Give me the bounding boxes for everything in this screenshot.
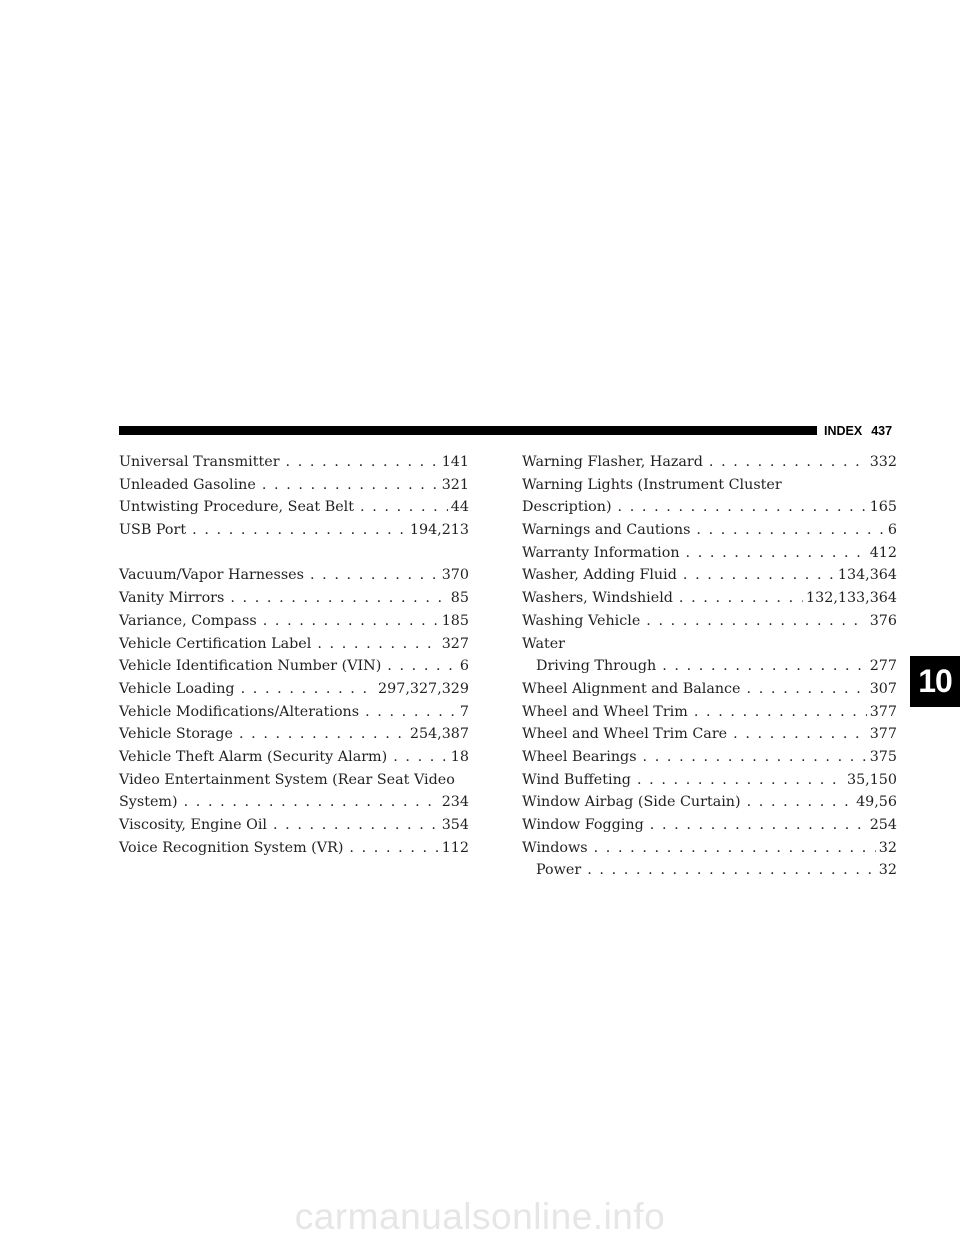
dot-leader [688,701,867,724]
chapter-tab [910,656,960,707]
page-reference: 254,387 [409,726,469,743]
page-reference: 134,364 [837,567,897,584]
index-term: Vehicle Modifications/Alterations [119,703,360,720]
index-term: Window Fogging [522,817,644,833]
page-reference: 321 [441,476,469,493]
index-entry [522,723,897,746]
index-column-left [119,451,469,859]
page-reference: 44 [450,499,469,516]
index-term: Vanity Mirrors [119,590,225,607]
page-reference: 234 [441,794,469,811]
page-reference: 377 [869,726,897,743]
watermark-text: carmanualsonline.info [294,1196,666,1237]
index-term: Unleaded Gasoline [119,476,256,493]
index-term: Vehicle Identification Number (VIN) [119,658,382,675]
dot-leader [612,496,867,519]
index-entry [522,655,897,678]
dot-leader [741,791,853,814]
page-reference: 307 [869,680,897,697]
page-reference: 412 [869,544,897,561]
index-term: USB Port [119,522,187,539]
index-term: Vacuum/Vapor Harnesses [119,567,304,584]
index-entry [119,587,469,610]
page-reference: 277 [869,658,897,675]
dot-leader [640,610,866,633]
index-entry [522,610,897,633]
index-entry [119,610,469,633]
dot-leader [267,814,439,837]
index-entry [119,496,469,519]
dot-leader [588,837,876,860]
section-label: INDEX [824,424,863,438]
header-rule [119,426,817,435]
index-term: Video Entertainment System (Rear Seat Video [119,771,455,788]
page-reference: 132,133,364 [806,590,897,607]
page-reference: 6 [459,658,469,675]
page-reference: 32 [878,839,897,856]
index-term: Wheel Bearings [522,748,637,765]
page-reference: 141 [441,454,469,470]
index-entry [522,496,897,519]
index-term: Window Airbag (Side Curtain) [522,794,741,811]
dot-leader [690,519,884,542]
index-term: Vehicle Storage [119,726,233,743]
page-reference: 49,56 [856,794,897,811]
index-term: Driving Through [536,658,657,675]
index-entry [119,837,469,860]
index-entry [522,746,897,769]
index-term: Voice Recognition System (VR) [119,839,344,856]
page-reference: 165 [869,499,897,516]
index-entry [119,791,469,814]
index-entry [522,837,897,860]
index-term: Warranty Information [522,544,680,561]
dot-leader [387,746,448,769]
dot-leader [727,723,867,746]
entry-gap [119,542,469,565]
dot-leader [703,451,867,474]
dot-leader [680,542,867,565]
index-entry [522,633,897,656]
index-entry [522,542,897,565]
watermark [0,1196,960,1238]
dot-leader [637,746,867,769]
page-reference: 112 [441,839,469,856]
index-entry [119,519,469,542]
page-reference: 6 [887,522,897,539]
index-term: Vehicle Loading [119,680,235,697]
index-term: Windows [522,839,588,856]
index-entry [119,723,469,746]
dot-leader [224,587,447,610]
dot-leader [304,564,439,587]
index-entry [119,633,469,656]
dot-leader [256,474,439,497]
dot-leader [311,633,438,656]
dot-leader [741,678,867,701]
index-term: Warning Flasher, Hazard [522,454,703,470]
index-entry [522,678,897,701]
dot-leader [677,564,835,587]
dot-leader [381,655,457,678]
dot-leader [644,814,867,837]
page-reference: 18 [450,748,469,765]
page-reference: 327 [441,635,469,652]
page-reference: 7 [459,703,469,720]
index-term: Untwisting Procedure, Seat Belt [119,499,354,516]
index-column-right [522,451,897,882]
index-entry [119,746,469,769]
index-term: Washers, Windshield [522,590,673,607]
index-term: Warnings and Cautions [522,522,691,539]
index-entry [119,701,469,724]
index-entry [522,564,897,587]
index-term: Power [536,862,582,879]
dot-leader [631,769,844,792]
page-reference: 354 [441,817,469,833]
index-entry [119,655,469,678]
index-entry [119,678,469,701]
dot-leader [186,519,407,542]
index-term: Water [522,635,566,652]
dot-leader [233,723,407,746]
index-entry [522,701,897,724]
index-entry [119,564,469,587]
index-entry [522,451,897,474]
page-reference: 377 [869,703,897,720]
index-term: Wheel and Wheel Trim [522,703,688,720]
index-term: Wind Buffeting [522,771,631,788]
page-reference: 370 [441,567,469,584]
dot-leader [343,837,438,860]
index-entry [119,769,469,792]
page-reference: 35,150 [846,771,897,788]
index-entry [119,474,469,497]
dot-leader [581,859,876,882]
dot-leader [673,587,803,610]
index-entry [119,451,469,474]
index-term: Wheel Alignment and Balance [522,680,741,697]
page-reference: 185 [441,612,469,629]
page-reference: 254 [869,817,897,833]
page-reference: 85 [450,590,469,607]
index-term: Vehicle Theft Alarm (Security Alarm) [119,748,388,765]
index-entry [522,814,897,837]
index-entry [119,814,469,837]
index-term: Washing Vehicle [522,612,641,629]
page-reference: 375 [869,748,897,765]
page-reference: 297,327,329 [378,680,469,697]
index-term: Variance, Compass [119,612,257,629]
index-term: System) [119,794,178,811]
index-entry [522,474,897,497]
dot-leader [178,791,439,814]
index-term: Vehicle Certification Label [119,635,312,652]
index-entry [522,519,897,542]
index-entry [522,791,897,814]
page-reference: 32 [878,862,897,879]
index-entry [522,859,897,882]
dot-leader [257,610,439,633]
dot-leader [359,701,457,724]
page-reference: 376 [869,612,897,629]
page-reference: 332 [869,454,897,470]
running-header [824,423,892,439]
page-reference: 194,213 [409,522,469,539]
page-number: 437 [871,424,893,438]
index-term: Washer, Adding Fluid [522,567,677,584]
chapter-tab-number: 10 [918,663,952,699]
index-term: Description) [522,499,612,516]
index-entry [522,769,897,792]
index-term: Universal Transmitter [119,454,280,470]
index-term: Viscosity, Engine Oil [119,817,267,833]
dot-leader [656,655,867,678]
dot-leader [280,451,439,474]
index-entry [522,587,897,610]
dot-leader [354,496,448,519]
index-term: Warning Lights (Instrument Cluster [522,476,782,493]
dot-leader [235,678,375,701]
index-term: Wheel and Wheel Trim Care [522,726,728,743]
